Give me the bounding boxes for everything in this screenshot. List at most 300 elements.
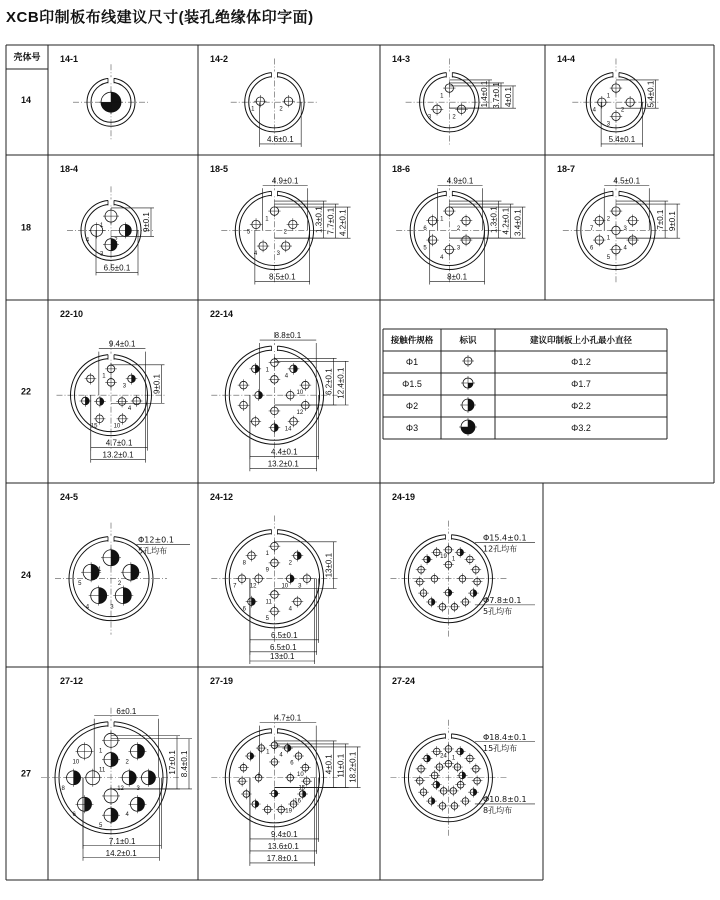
pin-number-label: 4 (284, 373, 289, 380)
dimension-27-12-4: 14.2±0.1 (105, 848, 137, 858)
pin-number-label: 1 (99, 748, 103, 755)
contact-pin (610, 244, 622, 256)
pin-number-label: 5 (423, 245, 427, 252)
contact-pin (627, 234, 639, 246)
layout-code-27-12: 27-12 (60, 676, 84, 686)
contact-pin (448, 786, 459, 797)
contact-pin (457, 573, 468, 584)
contact-pin (105, 377, 117, 389)
contact-pin (237, 776, 248, 787)
dimension-18-7-0: 4.5±0.1 (613, 176, 641, 186)
dimension-27-19-5: 13.6±0.1 (267, 841, 299, 851)
dimension-18-6-1: 1.3±0.1 (489, 206, 499, 233)
contact-pin (292, 550, 304, 562)
contact-pin (80, 395, 92, 407)
legend-spec: Φ2 (405, 401, 419, 411)
dimension-18-4-0: 9±0.1 (142, 212, 151, 233)
key-notch (271, 190, 277, 196)
contact-pin (426, 234, 438, 246)
dimension-22-14-3: 4.4±0.1 (270, 447, 298, 457)
contact-pin (253, 389, 265, 401)
contact-pin (434, 762, 445, 773)
contact-pin (238, 379, 250, 391)
dimension-18-4-1: 6.5±0.1 (103, 263, 131, 273)
legend-symbol-quarter-fill (461, 376, 475, 390)
pin-number-label: 3 (122, 383, 127, 390)
connector-27-12 (41, 708, 181, 848)
contact-pin (128, 795, 146, 813)
dimension-27-12-1: 17±0.1 (168, 750, 177, 775)
pin-number-label: 10 (296, 389, 304, 396)
contact-pin (465, 753, 476, 764)
contact-pin (285, 772, 296, 783)
key-notch (108, 77, 114, 83)
pin-number-label: 1 (265, 367, 269, 374)
connector-14-2 (231, 59, 318, 146)
dimension-27-19-0: 4.7±0.1 (274, 713, 302, 723)
pin-number-label: 6 (290, 760, 294, 767)
contact-pin (282, 95, 294, 107)
legend-spec: Φ1.5 (402, 379, 422, 389)
contact-pin (269, 740, 280, 751)
dimension-22-14-1: 6.2±0.1 (324, 368, 334, 395)
pitch-note-27-24-2: Φ10.8±0.1 (483, 794, 527, 804)
contact-pin (426, 597, 437, 608)
dimension-24-12-3: 13±0.1 (270, 652, 295, 661)
key-notch (271, 72, 277, 78)
layout-code-18-7: 18-7 (557, 164, 576, 174)
pin-number-label: 2 (125, 759, 129, 766)
contact-pin (455, 746, 466, 757)
pin-number-label: 6 (242, 606, 247, 613)
legend-header: 接触件规格 (390, 336, 434, 346)
pitch-note-24-19-3: 5孔均布 (483, 606, 513, 616)
dimension-27-19-1: 4±0.1 (324, 754, 334, 775)
contact-pin (101, 548, 121, 568)
dimension-22-10-2: 4.7±0.1 (105, 438, 133, 448)
pin-number-label: 5 (606, 254, 611, 261)
contact-pin (460, 215, 472, 227)
dimension-14-3-2: 4±0.1 (504, 87, 513, 108)
legend-header: 建议印制板上小孔最小直径 (529, 336, 633, 346)
contact-pin (245, 751, 256, 762)
layout-code-14-2: 14-2 (210, 54, 229, 64)
legend-min-diameter: Φ3.2 (571, 423, 591, 433)
contact-pin (472, 775, 483, 786)
dimension-18-6-2: 4.2±0.1 (501, 207, 511, 235)
dimension-18-6-4: 8±0.1 (447, 272, 468, 282)
pin-number-label: 1 (606, 93, 611, 100)
pin-number-label: 1 (266, 749, 270, 756)
contact-pin (443, 244, 455, 256)
pin-number-label: 3 (136, 785, 140, 792)
pin-number-label: 3 (298, 583, 302, 590)
key-notch (613, 190, 619, 196)
contact-pin (455, 779, 466, 790)
contact-pin (468, 588, 479, 599)
key-notch (271, 345, 277, 351)
contact-pin (269, 422, 281, 434)
pin-number-label: 1 (265, 550, 269, 557)
layout-code-18-4: 18-4 (60, 164, 79, 174)
legend-min-diameter: Φ1.2 (571, 357, 591, 367)
dimension-14-2-0: 4.6±0.1 (267, 134, 294, 144)
pin-number-label: 2 (606, 216, 611, 223)
legend-min-diameter: Φ2.2 (571, 401, 591, 411)
contact-pin (269, 374, 281, 386)
contact-pin (438, 786, 449, 797)
dimension-18-5-1: 1.3±0.1 (314, 206, 324, 233)
legend-symbol-half-fill (460, 397, 476, 413)
contact-pin (426, 215, 438, 227)
dimension-14-4-1: 5.4±0.1 (608, 134, 636, 144)
pin-number-label: 4 (127, 405, 132, 412)
contact-pin (128, 742, 146, 760)
contact-pin (102, 806, 120, 824)
contact-pin (437, 602, 448, 613)
pin-number-label: 4 (592, 107, 596, 114)
pitch-note-27-24-1: 15孔均布 (483, 743, 518, 753)
pin-number-label: 8 (61, 785, 65, 792)
page-title: XCB印制板布线建议尺寸(装孔绝缘体印字面) (6, 9, 314, 26)
contact-pin (246, 550, 258, 562)
shell-size-18: 18 (20, 222, 32, 233)
contact-pin (460, 597, 471, 608)
contact-pin (238, 399, 250, 411)
pin-number-label: 3 (427, 114, 432, 121)
pin-number-label: 7 (233, 583, 237, 590)
contact-pin (472, 576, 483, 587)
contact-pin (415, 775, 426, 786)
key-notch (271, 529, 277, 535)
contact-pin (457, 770, 468, 781)
key-notch (446, 72, 452, 78)
layout-code-24-12: 24-12 (210, 492, 234, 502)
pin-number-label: 3 (606, 121, 611, 128)
pin-number-label: 2 (114, 237, 118, 244)
contact-pin (117, 222, 133, 238)
pin-number-label: 10 (281, 583, 289, 590)
shell-size-24: 24 (20, 570, 32, 580)
pin-number-label: 3 (110, 604, 114, 611)
layout-code-14-1: 14-1 (60, 54, 79, 64)
contact-pin (431, 103, 443, 115)
contact-pin (460, 796, 471, 807)
layout-code-24-19: 24-19 (392, 492, 416, 502)
contact-pin (455, 547, 466, 558)
contact-pin (468, 787, 479, 798)
pitch-note-27-24-3: 8孔均布 (483, 805, 513, 815)
contact-pin (418, 588, 429, 599)
pin-number-label: 1 (606, 235, 611, 242)
contact-pin (449, 602, 460, 613)
contact-pin (292, 596, 304, 608)
contact-pin (418, 787, 429, 798)
pin-number-label: 2 (117, 581, 122, 588)
dimension-24-12-2: 6.5±0.1 (269, 642, 297, 652)
contact-pin (126, 373, 138, 385)
contact-pin (253, 772, 264, 783)
pin-number-label: 4 (440, 254, 444, 261)
legend-min-diameter: Φ1.7 (571, 379, 591, 389)
pin-number-label: 2 (279, 106, 283, 113)
contact-pin (465, 554, 476, 565)
contact-pin (269, 405, 281, 417)
dimension-27-12-3: 7.1±0.1 (108, 836, 136, 846)
dimension-22-14-0: 8.8±0.1 (274, 331, 302, 341)
pin-number-label: 15 (298, 785, 306, 792)
pin-number-label: 1 (265, 216, 269, 223)
dimension-18-5-2: 7.7±0.1 (326, 207, 336, 235)
key-notch (271, 728, 277, 734)
contact-pin (301, 573, 313, 585)
pin-number-label: 1 (98, 566, 102, 573)
contact-pin (455, 103, 467, 115)
contact-pin (268, 205, 280, 217)
contact-pin (610, 82, 622, 94)
pin-number-label: 11 (99, 767, 106, 774)
contact-pin (471, 564, 482, 575)
pitch-note-24-19-0: Φ15.4±0.1 (483, 533, 527, 543)
pitch-note-24-5-1: 5孔均布 (138, 546, 168, 556)
contact-pin (280, 240, 292, 252)
pin-number-label: 4 (125, 812, 129, 819)
pin-number-label: 14 (284, 426, 292, 433)
contact-pin (65, 769, 83, 787)
pin-number-label: 5 (78, 581, 82, 588)
contact-pin (250, 799, 261, 810)
contact-pin (429, 770, 440, 781)
pitch-note-24-19-1: 12孔均布 (483, 544, 518, 554)
pin-number-label: 9 (265, 567, 269, 574)
pin-number-label: 12 (117, 785, 124, 792)
pin-number-label: 1 (102, 373, 106, 380)
pin-number-label: 7 (590, 225, 594, 232)
dimension-14-4-0: 5.4±0.1 (646, 80, 656, 108)
layout-code-14-3: 14-3 (392, 54, 411, 64)
contact-pin (250, 218, 262, 230)
contact-pin (116, 396, 128, 408)
pin-number-label: 6 (590, 245, 594, 252)
contact-pin (246, 596, 258, 608)
pin-number-label: 4 (253, 251, 258, 258)
contact-pin (113, 586, 133, 606)
dimension-14-3-0: 1.4±0.1 (480, 80, 489, 108)
contact-pin (284, 389, 296, 401)
contact-pin (269, 605, 281, 617)
contact-pin (593, 215, 605, 227)
dimension-18-7-2: 9±0.1 (668, 211, 678, 232)
contact-pin (89, 586, 109, 606)
pin-number-label: 5 (265, 615, 269, 622)
connector-18-6 (396, 177, 502, 283)
pin-number-label: 3 (623, 225, 627, 232)
pin-number-label: 2 (452, 114, 456, 121)
key-notch (108, 199, 114, 205)
pin-number-label: 10 (297, 772, 304, 779)
dimension-27-19-4: 9.4±0.1 (270, 829, 298, 839)
dimension-22-10-3: 13.2±0.1 (102, 450, 134, 460)
pin-number-label: 1 (440, 93, 444, 100)
key-notch (108, 721, 114, 727)
pin-number-label: 12 (296, 410, 304, 417)
contact-pin (250, 363, 262, 375)
pin-number-label: 4 (85, 604, 90, 611)
shell-size-22: 22 (20, 386, 32, 397)
contact-pin (287, 218, 299, 230)
contact-pin (452, 762, 463, 773)
dimension-24-12-1: 13±0.1 (324, 552, 334, 578)
dimension-22-10-1: 9±0.1 (152, 374, 162, 395)
contact-pin (236, 573, 248, 585)
shell-size-27: 27 (20, 768, 32, 779)
contact-pin (76, 795, 94, 813)
layout-code-22-14: 22-14 (210, 309, 234, 319)
legend-header: 标识 (459, 336, 477, 346)
contact-pin (288, 363, 300, 375)
key-notch (108, 536, 114, 542)
pin-fill (468, 383, 473, 388)
pin-number-label: 24 (440, 753, 447, 760)
pin-number-label: 4 (288, 606, 292, 613)
contact-pin (471, 764, 482, 775)
contact-pin (257, 240, 269, 252)
key-notch (108, 354, 114, 360)
legend-spec: Φ1 (405, 357, 419, 367)
dimension-22-14-4: 13.2±0.1 (267, 459, 299, 469)
layout-code-18-5: 18-5 (210, 164, 229, 174)
pin-number-label: 11 (265, 599, 272, 606)
contact-pin (269, 757, 280, 768)
contact-pin (293, 751, 304, 762)
layout-code-14-4: 14-4 (557, 54, 576, 64)
connector-22-10 (57, 341, 166, 450)
pin-number-label: 2 (288, 560, 292, 567)
contact-pin (254, 95, 266, 107)
shell-header-label: 壳体号 (13, 52, 41, 62)
dimension-27-19-3: 18.2±0.1 (348, 751, 358, 783)
pin-number-label: 1 (451, 556, 456, 563)
pin-number-label: 5 (246, 229, 251, 236)
dimension-22-10-0: 9.4±0.1 (108, 339, 136, 349)
shell-size-14: 14 (20, 95, 32, 105)
layout-code-24-5: 24-5 (60, 492, 79, 502)
pin-number-label: 19 (440, 554, 447, 561)
dimension-18-6-0: 4.9±0.1 (446, 176, 474, 186)
dimension-18-6-3: 3.4±0.1 (513, 209, 523, 236)
contact-pin (131, 395, 143, 407)
pin-number-label: 10 (72, 759, 80, 766)
contact-pin (422, 554, 433, 565)
contact-pin (76, 742, 94, 760)
contact-pin (99, 90, 123, 114)
key-notch (613, 72, 619, 78)
contact-pin (262, 804, 273, 815)
contact-pin (139, 769, 157, 787)
contact-pin (429, 573, 440, 584)
contact-pin (85, 373, 97, 385)
dimension-27-19-6: 17.8±0.1 (266, 853, 298, 863)
dimension-18-5-4: 8.5±0.1 (268, 272, 296, 282)
connector-18-5 (221, 177, 327, 283)
layout-code-27-19: 27-19 (210, 676, 234, 686)
contact-pin (238, 762, 249, 773)
pin-number-label: 3 (276, 251, 280, 258)
contact-pin (422, 753, 433, 764)
dimension-18-5-0: 4.9±0.1 (271, 176, 299, 186)
contact-pin (102, 751, 120, 769)
contact-pin (120, 769, 138, 787)
key-notch (445, 534, 451, 540)
contact-pin (282, 743, 293, 754)
contact-pin (443, 587, 454, 598)
pin-number-label: 6 (72, 812, 76, 819)
contact-pin (449, 801, 460, 812)
contact-pin (431, 779, 442, 790)
dimension-27-19-2: 11±0.1 (336, 753, 346, 778)
dimension-18-5-3: 4.2±0.1 (338, 209, 348, 236)
contact-pin (624, 96, 636, 108)
pin-number-label: 8 (242, 560, 247, 567)
pin-number-label: 3 (456, 245, 461, 252)
pin-number-label: 1 (451, 755, 456, 762)
pin-number-label: 4 (85, 237, 90, 244)
pin-number-label: 2 (456, 225, 461, 232)
pitch-note-27-24-0: Φ18.4±0.1 (483, 732, 527, 742)
contact-pin (269, 557, 281, 569)
contact-pin (426, 796, 437, 807)
legend-symbol-crosshair (462, 355, 474, 367)
pin-number-label: 1 (100, 223, 104, 230)
layout-code-22-10: 22-10 (60, 309, 84, 319)
contact-pin (416, 564, 427, 575)
contact-pin (610, 224, 622, 236)
contact-pin (460, 234, 472, 246)
contact-pin (610, 205, 622, 217)
pin-number-label: 4 (623, 245, 627, 252)
pin-number-label: 3 (100, 251, 104, 258)
contact-pin (593, 234, 605, 246)
dimension-18-7-1: 7±0.1 (656, 209, 666, 230)
key-notch (446, 190, 452, 196)
pin-number-label: 2 (283, 229, 287, 236)
contact-pin (627, 215, 639, 227)
pin-number-label: 1 (440, 216, 444, 223)
contact-pin (102, 731, 120, 749)
contact-pin (416, 764, 427, 775)
dimension-14-3-1: 3.7±0.1 (492, 82, 501, 109)
pitch-note-24-19-2: Φ7.8±0.1 (483, 595, 522, 605)
pin-number-label: 4 (279, 752, 283, 759)
contact-pin (256, 743, 267, 754)
dimension-27-12-0: 6±0.1 (116, 706, 137, 716)
dimension-27-12-2: 8.4±0.1 (180, 750, 189, 778)
pitch-note-24-5-0: Φ12±0.1 (138, 535, 174, 545)
pin-number-label: 2 (620, 107, 625, 114)
dimension-24-12-0: 6.5±0.1 (270, 630, 298, 640)
contact-pin (269, 788, 280, 799)
contact-pin (443, 82, 455, 94)
legend-symbol-three-quarter-fill (459, 418, 477, 436)
pin-number-label: 16 (294, 798, 301, 805)
contact-pin (103, 208, 119, 224)
layout-code-27-24: 27-24 (392, 676, 416, 686)
dimension-22-14-2: 12.4±0.1 (336, 367, 346, 399)
pin-number-label: 19 (285, 808, 292, 815)
contact-pin (250, 416, 262, 428)
pin-number-label: 6 (423, 225, 427, 232)
key-notch (445, 733, 451, 739)
